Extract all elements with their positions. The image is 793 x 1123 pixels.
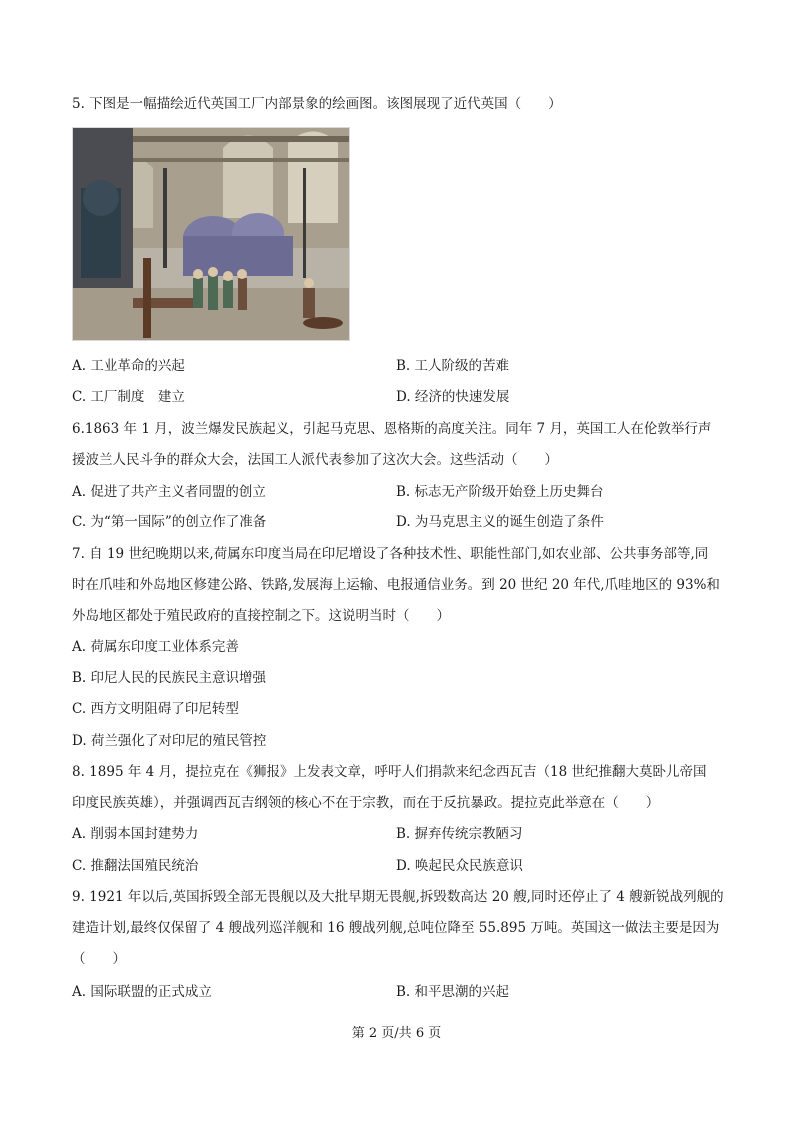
- q8-option-d[interactable]: D. 唤起民众民族意识: [396, 858, 523, 874]
- q7-option-b[interactable]: B. 印尼人民的民族民主意识增强: [72, 670, 267, 686]
- q5-option-c[interactable]: C. 工厂制度 建立: [72, 389, 185, 405]
- q8-stem-line2: 印度民族英雄），并强调西瓦吉纲领的核心不在于宗教，而在于反抗暴政。提拉克此举意在（ ）: [72, 795, 660, 811]
- q8-option-a[interactable]: A. 削弱本国封建势力: [72, 826, 199, 842]
- page-footer: 第 2 页/共 6 页: [351, 1026, 442, 1041]
- q5-option-a[interactable]: A. 工业革命的兴起: [72, 358, 185, 374]
- q6-option-b[interactable]: B. 标志无产阶级开始登上历史舞台: [396, 484, 604, 500]
- q7-option-a[interactable]: A. 荷属东印度工业体系完善: [72, 639, 239, 655]
- q7-stem-line3: 外岛地区都处于殖民政府的直接控制之下。这说明当时（ ）: [72, 608, 450, 624]
- q5-option-d[interactable]: D. 经济的快速发展: [396, 389, 510, 405]
- q5-stem: 5. 下图是一幅描绘近代英国工厂内部景象的绘画图。该图展现了近代英国（ ）: [72, 96, 562, 112]
- q7-option-d[interactable]: D. 荷兰强化了对印尼的殖民管控: [72, 733, 267, 749]
- factory-painting-image: [72, 127, 350, 341]
- q9-stem-line1: 9. 1921 年以后,英国拆毁全部无畏舰以及大批早期无畏舰,拆毁数高达 20 艘,同时还停止了 4 艘新锐战列舰的: [72, 889, 724, 905]
- q9-option-b[interactable]: B. 和平思潮的兴起: [396, 984, 510, 1000]
- q6-option-d[interactable]: D. 为马克思主义的诞生创造了条件: [396, 514, 604, 530]
- q6-option-a[interactable]: A. 促进了共产主义者同盟的创立: [72, 484, 266, 500]
- q7-stem-line1: 7. 自 19 世纪晚期以来,荷属东印度当局在印尼增设了各种技术性、职能性部门,如农业部、公共事务部等,同: [72, 546, 709, 562]
- q8-stem-line1: 8. 1895 年 4 月，提拉克在《狮报》上发表文章，呼吁人们捐款来纪念西瓦吉（18 世纪推翻大莫卧儿帝国: [72, 764, 707, 780]
- q6-option-c[interactable]: C. 为“第一国际”的创立作了准备: [72, 514, 267, 530]
- q8-option-b[interactable]: B. 摒弃传统宗教陋习: [396, 826, 523, 842]
- q9-stem-line2: 建造计划,最终仅保留了 4 艘战列巡洋舰和 16 艘战列舰,总吨位降至 55.895 万吨。英国这一做法主要是因为: [72, 920, 720, 936]
- q7-option-c[interactable]: C. 西方文明阻碍了印尼转型: [72, 701, 239, 717]
- q9-stem-line3: （ ）: [72, 951, 126, 967]
- q5-option-b[interactable]: B. 工人阶级的苦难: [396, 358, 510, 374]
- q9-option-a[interactable]: A. 国际联盟的正式成立: [72, 984, 212, 1000]
- q8-option-c[interactable]: C. 推翻法国殖民统治: [72, 858, 199, 874]
- q7-stem-line2: 时在爪哇和外岛地区修建公路、铁路,发展海上运输、电报通信业务。到 20 世纪 20 年代,爪哇地区的 93%和: [72, 577, 720, 593]
- q6-stem-line2: 援波兰人民斗争的群众大会，法国工人派代表参加了这次大会。这些活动（ ）: [72, 452, 558, 468]
- q6-stem-line1: 6.1863 年 1 月，波兰爆发民族起义，引起马克思、恩格斯的高度关注。同年 7 月，英国工人在伦敦举行声: [72, 421, 712, 437]
